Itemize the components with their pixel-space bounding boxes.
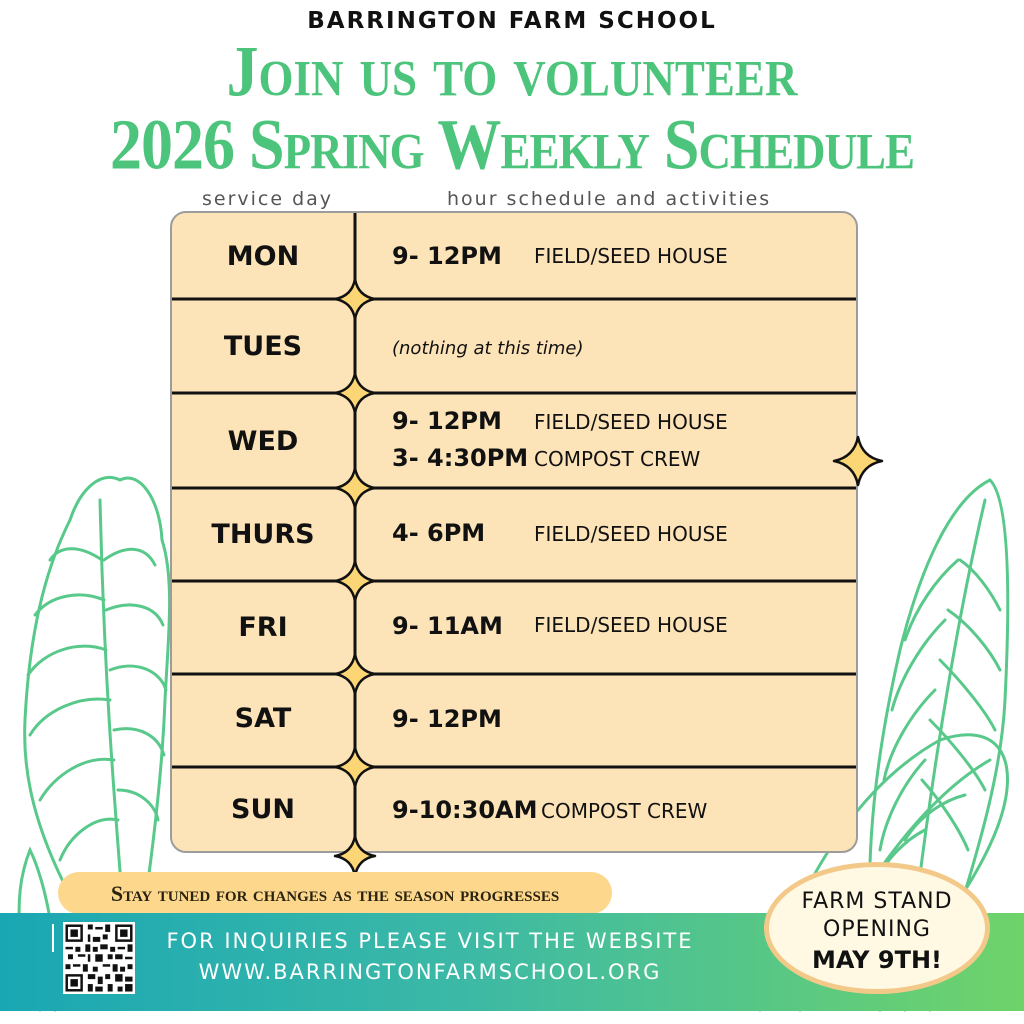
farm-stand-line-1: FARM STAND bbox=[801, 889, 953, 914]
column-header-schedule: hour schedule and activities bbox=[447, 188, 772, 210]
time-slot: 9- 12PM bbox=[392, 407, 502, 435]
schedule-row-sat bbox=[172, 674, 856, 767]
activity-label: FIELD/SEED HOUSE bbox=[534, 522, 728, 546]
activity-label: COMPOST CREW bbox=[534, 447, 701, 471]
time-slot: 4- 6PM bbox=[392, 519, 486, 547]
farm-stand-badge bbox=[764, 862, 990, 994]
headline-schedule: 2026 Spring Weekly Schedule bbox=[110, 104, 914, 185]
season-notice-text: Stay tuned for changes as the season progresses bbox=[110, 881, 560, 906]
farm-stand-date: MAY 9TH! bbox=[812, 946, 942, 974]
day-label: SUN bbox=[231, 794, 295, 825]
schedule-row-fri bbox=[172, 581, 856, 674]
activity-label: FIELD/SEED HOUSE bbox=[534, 613, 728, 637]
time-slot: 9-10:30AM bbox=[392, 796, 538, 824]
season-notice-banner bbox=[58, 872, 612, 914]
inquiry-text: FOR INQUIRIES PLEASE VISIT THE WEBSITE bbox=[166, 929, 694, 953]
day-label: THURS bbox=[211, 519, 315, 550]
time-slot: 9- 12PM bbox=[392, 242, 502, 270]
day-label: MON bbox=[226, 241, 300, 272]
schedule-row-thurs bbox=[172, 488, 856, 581]
day-label: FRI bbox=[238, 612, 288, 643]
time-slot: 9- 12PM bbox=[392, 705, 502, 733]
schedule-row-mon bbox=[172, 213, 856, 299]
schedule-row-sun bbox=[172, 767, 856, 851]
farm-stand-line-2: OPENING bbox=[823, 917, 931, 942]
schedule-row-wed bbox=[172, 393, 856, 488]
schedule-row-tues bbox=[172, 299, 856, 393]
headline-volunteer: Join us to volunteer bbox=[226, 31, 798, 112]
activity-label: COMPOST CREW bbox=[541, 799, 708, 823]
qr-bracket bbox=[52, 924, 60, 952]
note-label: (nothing at this time) bbox=[392, 338, 584, 359]
day-label: SAT bbox=[234, 703, 292, 734]
qr-code-icon[interactable] bbox=[63, 922, 135, 994]
time-slot: 9- 11AM bbox=[392, 612, 503, 640]
website-link[interactable]: WWW.BARRINGTONFARMSCHOOL.ORG bbox=[198, 960, 662, 984]
day-label: WED bbox=[227, 426, 299, 457]
time-slot: 3- 4:30PM bbox=[392, 444, 529, 472]
column-header-day: service day bbox=[202, 188, 334, 210]
activity-label: FIELD/SEED HOUSE bbox=[534, 244, 728, 268]
activity-label: FIELD/SEED HOUSE bbox=[534, 410, 728, 434]
organization-name: BARRINGTON FARM SCHOOL bbox=[307, 8, 717, 34]
day-label: TUES bbox=[223, 331, 303, 362]
